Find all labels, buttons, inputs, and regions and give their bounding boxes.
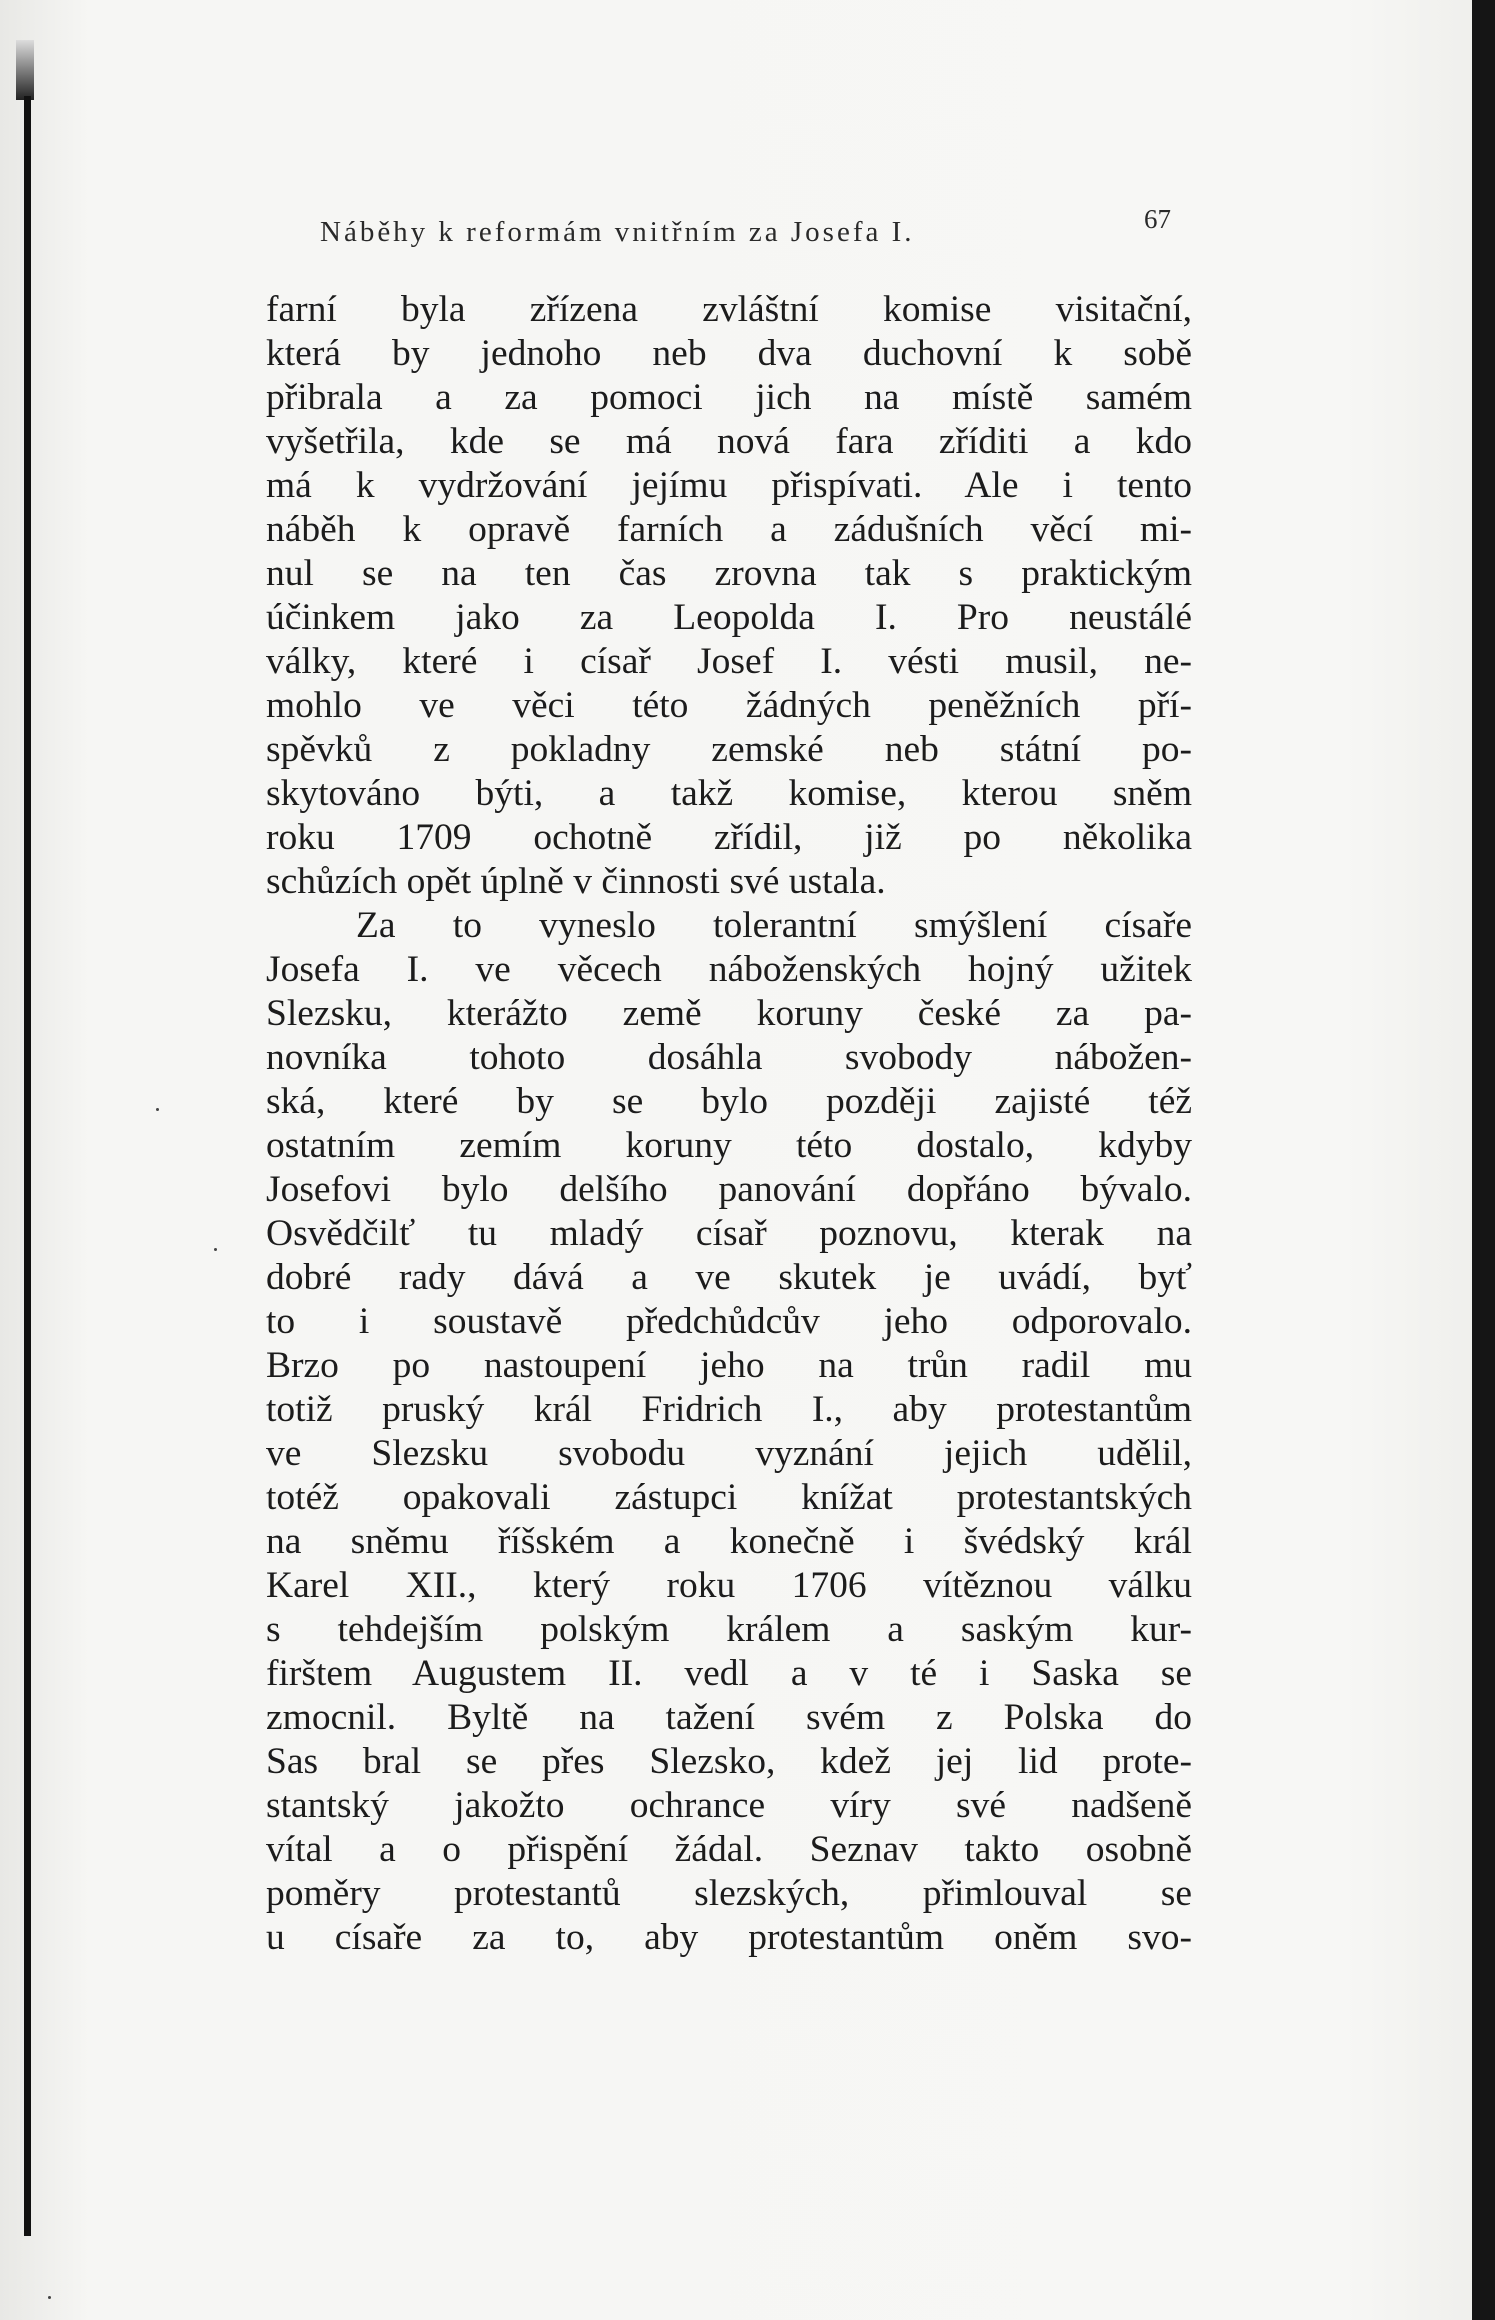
text-line: účinkem jako za Leopolda I. Pro neustálé	[266, 597, 1192, 638]
text-line: ostatním zemím koruny této dostalo, kdyby	[266, 1125, 1192, 1166]
scan-border	[1472, 0, 1495, 2320]
text-line: vítal a o přispění žádal. Seznav takto osobně	[266, 1829, 1192, 1870]
text-line: to i soustavě předchůdcův jeho odporovalo.	[266, 1301, 1192, 1342]
text-line: poměry protestantů slezských, přimlouval se	[266, 1873, 1192, 1914]
text-line: ve Slezsku svobodu vyznání jejich udělil,	[266, 1433, 1192, 1474]
text-line: náběh k opravě farních a zádušních věcí mi-	[266, 509, 1192, 550]
text-line: schůzích opět úplně v činnosti své ustala.	[266, 861, 886, 902]
text-line: vyšetřila, kde se má nová fara zříditi a kdo	[266, 421, 1192, 462]
page-number: 67	[1144, 204, 1171, 234]
text-line: ská, které by se bylo později zajisté též	[266, 1081, 1192, 1122]
text-line: farní byla zřízena zvláštní komise visitační,	[266, 289, 1192, 330]
text-line: roku 1709 ochotně zřídil, již po několika	[266, 817, 1192, 858]
text-line: novníka tohoto dosáhla svobody nábožen-	[266, 1037, 1192, 1078]
binding-edge	[24, 96, 31, 2236]
text-line: Josefovi bylo delšího panování dopřáno bývalo.	[266, 1169, 1192, 1210]
text-line: války, které i císař Josef I. vésti musil, ne-	[266, 641, 1192, 682]
body-text	[266, 288, 1192, 1960]
text-line: přibrala a za pomoci jich na místě samém	[266, 377, 1192, 418]
scan-speck	[214, 1248, 217, 1251]
text-line: u císaře za to, aby protestantům oněm svo-	[266, 1917, 1192, 1958]
text-line: Karel XII., který roku 1706 vítěznou válku	[266, 1565, 1192, 1606]
scan-speck	[156, 1108, 159, 1111]
text-line: na sněmu říšském a konečně i švédský král	[266, 1521, 1192, 1562]
text-line: Brzo po nastoupení jeho na trůn radil mu	[266, 1345, 1192, 1386]
text-line: firštem Augustem II. vedl a v té i Saska se	[266, 1653, 1192, 1694]
text-line: Josefa I. ve věcech náboženských hojný užitek	[266, 949, 1192, 990]
text-line: Slezsku, kterážto země koruny české za pa-	[266, 993, 1192, 1034]
text-line: stantský jakožto ochrance víry své nadšeně	[266, 1785, 1192, 1826]
binding-shadow	[16, 40, 34, 100]
text-line: nul se na ten čas zrovna tak s praktickým	[266, 553, 1192, 594]
text-line: skytováno býti, a takž komise, kterou sněm	[266, 773, 1192, 814]
running-title: Náběhy k reformám vnitřním za Josefa I.	[320, 216, 915, 248]
text-line: totiž pruský král Fridrich I., aby protestantům	[266, 1389, 1192, 1430]
text-line: dobré rady dává a ve skutek je uvádí, byť	[266, 1257, 1192, 1298]
text-line: totéž opakovali zástupci knížat protestantských	[266, 1477, 1192, 1518]
text-line: zmocnil. Byltě na tažení svém z Polska do	[266, 1697, 1192, 1738]
text-line: má k vydržování jejímu přispívati. Ale i tento	[266, 465, 1192, 506]
text-line: s tehdejším polským králem a saským kur-	[266, 1609, 1192, 1650]
scan-speck	[48, 2296, 51, 2299]
text-line: spěvků z pokladny zemské neb státní po-	[266, 729, 1192, 770]
text-line: mohlo ve věci této žádných peněžních pří-	[266, 685, 1192, 726]
text-line: Za to vyneslo tolerantní smýšlení císaře	[356, 905, 1192, 946]
text-line: Sas bral se přes Slezsko, kdež jej lid prote-	[266, 1741, 1192, 1782]
text-line: Osvědčilť tu mladý císař poznovu, kterak na	[266, 1213, 1192, 1254]
text-line: která by jednoho neb dva duchovní k sobě	[266, 333, 1192, 374]
